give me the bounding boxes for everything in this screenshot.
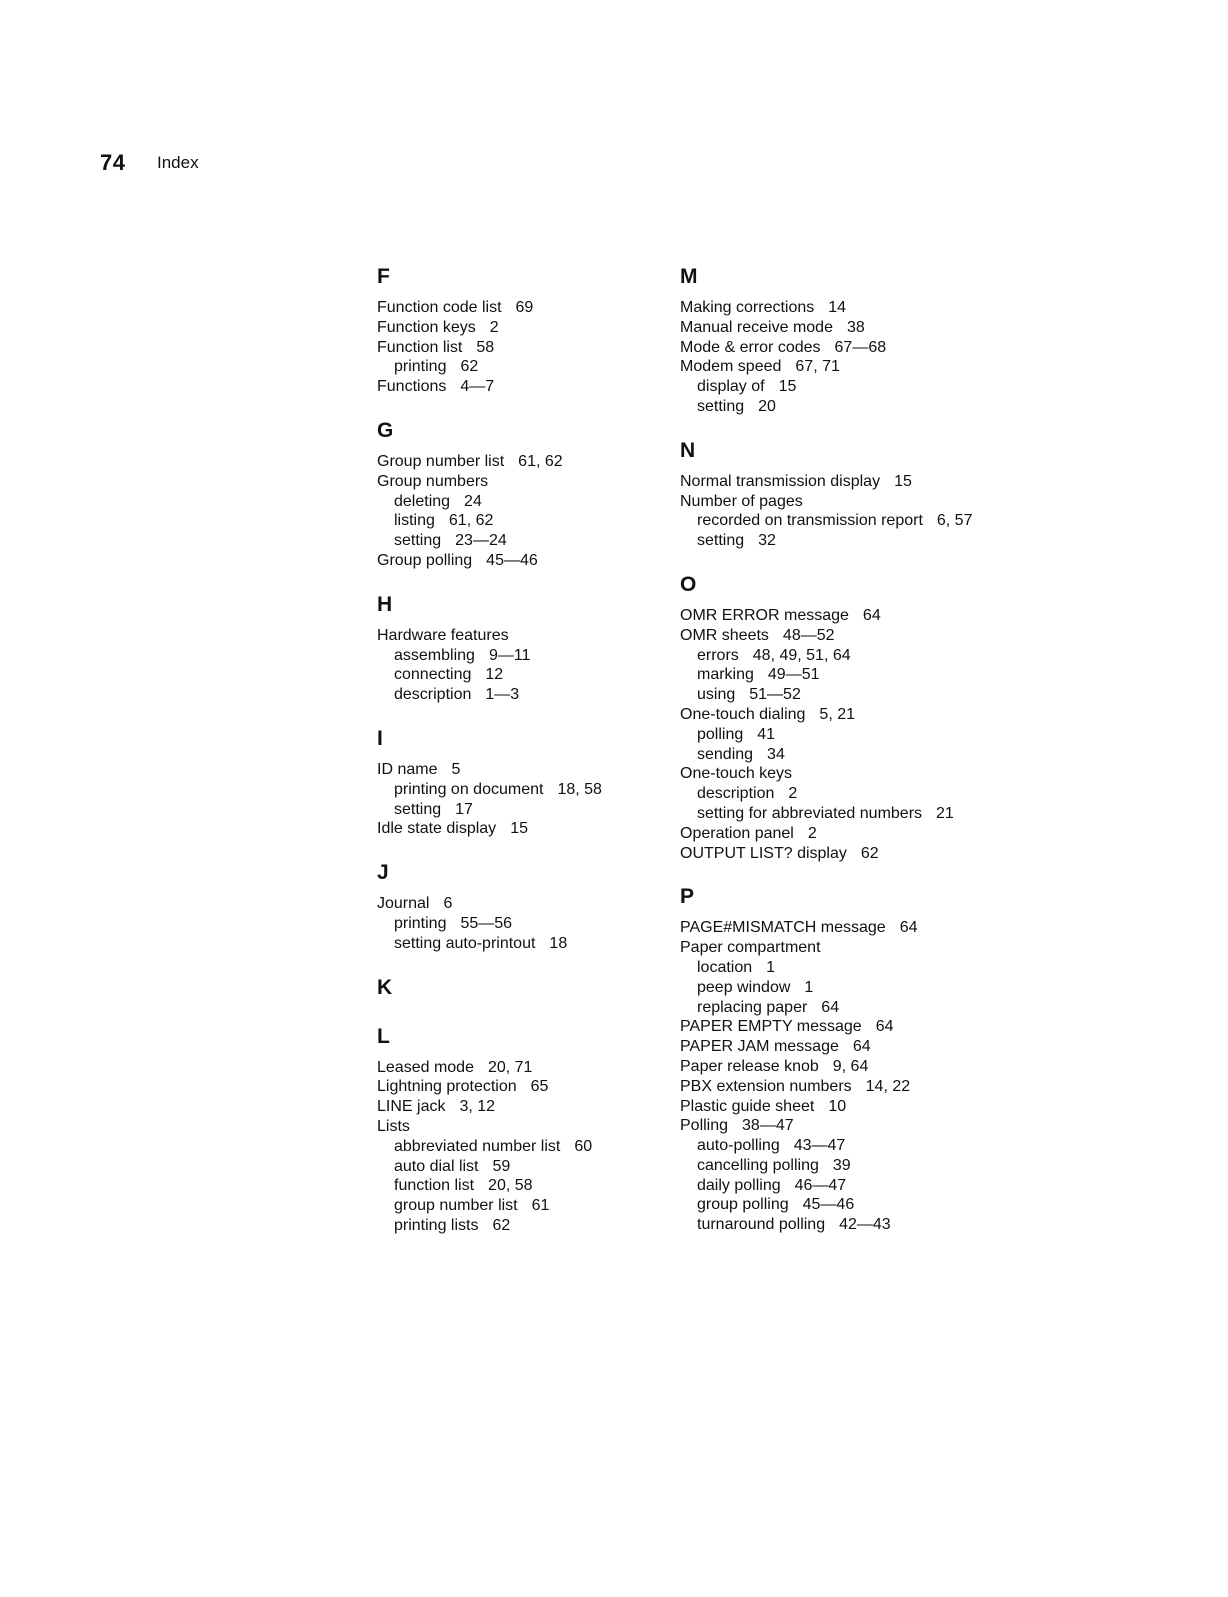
entry-term: Modem speed [680, 358, 782, 376]
section-letter: N [680, 438, 696, 462]
entry-pages: 1 [766, 958, 776, 976]
entry-pages: 6, 57 [936, 512, 973, 530]
index-entry [680, 1077, 1040, 1097]
index-subentry [680, 745, 1040, 765]
entry-pages: 64 [899, 919, 918, 937]
entry-term: description [697, 785, 775, 803]
entry-pages: 41 [757, 725, 776, 743]
index-subentry [680, 958, 1040, 978]
index-entry [680, 472, 1040, 492]
page-number: 74 [100, 150, 126, 175]
entry-pages: 64 [821, 998, 840, 1016]
entry-term: Number of pages [680, 492, 803, 510]
index-subentry [680, 1136, 1040, 1156]
entry-pages: 6 [443, 895, 453, 913]
index-entry [680, 1057, 1040, 1077]
entry-term: ID name [377, 760, 438, 778]
entry-term: Function list [377, 338, 463, 356]
entry-pages: 32 [758, 532, 776, 550]
index-subentry [680, 646, 1040, 666]
index-entry [680, 824, 1040, 844]
entry-term: printing on document [394, 780, 544, 798]
entry-pages: 34 [767, 745, 785, 763]
entry-term: OMR ERROR message [680, 606, 849, 624]
entry-pages: 38 [846, 318, 865, 336]
running-head: Index [157, 153, 199, 172]
section-letter: P [680, 885, 695, 909]
entry-term: setting for abbreviated numbers [697, 804, 923, 822]
entry-term: Making corrections [680, 299, 815, 316]
entry-pages: 48, 49, 51, 64 [752, 646, 851, 664]
index-subentry [680, 1195, 1040, 1215]
entry-term: auto dial list [394, 1157, 479, 1175]
entry-term: setting [394, 800, 442, 818]
entry-term: polling [697, 725, 744, 743]
index-entry [680, 626, 1040, 646]
entry-pages: 58 [476, 338, 495, 356]
index-entry [680, 318, 1040, 338]
index-subentry [680, 998, 1040, 1018]
index-subentry [680, 1176, 1040, 1196]
index-subentry [680, 1215, 1040, 1235]
entry-pages: 18, 58 [557, 780, 602, 798]
index-entry [680, 764, 1040, 784]
entry-pages: 1—3 [485, 686, 520, 704]
entry-pages: 9, 64 [832, 1057, 869, 1075]
entry-term: Lightning protection [377, 1078, 517, 1096]
entry-pages: 61, 62 [518, 452, 563, 470]
entry-term: sending [697, 745, 754, 763]
entry-term: Manual receive mode [680, 318, 833, 336]
entry-pages: 55—56 [460, 914, 513, 932]
entry-term: setting [394, 532, 442, 550]
entry-pages: 14, 22 [865, 1077, 911, 1095]
entry-term: setting [697, 397, 745, 415]
entry-term: Leased mode [377, 1058, 474, 1076]
entry-term: location [697, 958, 753, 976]
entry-term: One-touch dialing [680, 705, 806, 723]
index-entry [680, 1097, 1040, 1117]
entry-term: Plastic guide sheet [680, 1097, 815, 1115]
entry-term: PAPER EMPTY message [680, 1018, 862, 1036]
entry-term: Normal transmission display [680, 472, 881, 490]
entry-term: Function keys [377, 318, 476, 336]
entry-pages: 39 [832, 1156, 851, 1174]
entry-pages: 46—47 [794, 1176, 847, 1194]
entry-term: LINE jack [377, 1098, 446, 1116]
index-subentry [680, 531, 1040, 551]
entry-term: Hardware features [377, 626, 509, 644]
entry-pages: 9—11 [488, 646, 531, 664]
entry-term: Group polling [377, 551, 473, 569]
index-entry [680, 606, 1040, 626]
entry-term: PAPER JAM message [680, 1038, 839, 1056]
section-letter: F [377, 265, 390, 288]
entry-term: Paper compartment [680, 939, 821, 957]
entry-term: recorded on transmission report [697, 512, 923, 530]
index-entry [680, 705, 1040, 725]
index-subentry [680, 1156, 1040, 1176]
entry-term: Idle state display [377, 820, 497, 838]
entry-pages: 67, 71 [795, 358, 840, 376]
entry-term: PAGE#MISMATCH message [680, 919, 886, 937]
index-column-right [680, 262, 1040, 1254]
entry-term: Journal [377, 895, 430, 913]
entry-term: assembling [394, 646, 475, 664]
entry-pages: 38—47 [742, 1117, 794, 1135]
entry-pages: 10 [828, 1097, 847, 1115]
entry-term: function list [394, 1177, 475, 1195]
entry-pages: 64 [852, 1038, 871, 1056]
index-entry [680, 1116, 1040, 1136]
entry-term: Group numbers [377, 472, 489, 490]
entry-term: description [394, 686, 472, 704]
entry-term: Operation panel [680, 824, 794, 842]
index-subentry [680, 685, 1040, 705]
index-subentry [680, 804, 1040, 824]
entry-pages: 49—51 [767, 666, 820, 684]
entry-pages: 45—46 [802, 1196, 855, 1214]
entry-pages: 21 [936, 804, 954, 822]
index-entry [680, 492, 1040, 512]
index-entry [680, 298, 1040, 318]
entry-term: PBX extension numbers [680, 1077, 852, 1095]
entry-pages: 3, 12 [459, 1098, 496, 1116]
index-subentry [680, 784, 1040, 804]
entry-term: replacing paper [697, 998, 808, 1016]
section-letter: M [680, 265, 698, 288]
index-entry [680, 357, 1040, 377]
index-subentry [680, 511, 1040, 531]
entry-pages: 12 [485, 666, 504, 684]
index-section [680, 436, 1040, 551]
entry-pages: 64 [875, 1018, 894, 1036]
entry-term: cancelling polling [697, 1156, 819, 1174]
entry-pages: 20 [758, 397, 776, 415]
entry-term: marking [697, 666, 754, 684]
entry-term: Group number list [377, 452, 505, 470]
index-entry [680, 1017, 1040, 1037]
entry-term: printing [394, 358, 447, 376]
entry-term: connecting [394, 666, 472, 684]
entry-pages: 15 [510, 820, 528, 838]
section-letter: L [377, 1024, 390, 1048]
entry-term: auto-polling [697, 1137, 780, 1155]
index-subentry [680, 978, 1040, 998]
entry-term: Function code list [377, 299, 502, 316]
index-subentry [680, 725, 1040, 745]
entry-pages: 43—47 [793, 1137, 846, 1155]
entry-pages: 45—46 [486, 551, 538, 569]
entry-term: peep window [697, 978, 791, 996]
index-entry [680, 338, 1040, 358]
entry-term: turnaround polling [697, 1216, 826, 1234]
section-letter: H [377, 592, 393, 616]
entry-term: setting [697, 532, 745, 550]
entry-pages: 59 [492, 1157, 511, 1175]
entry-term: Polling [680, 1117, 729, 1135]
entry-pages: 69 [515, 299, 534, 316]
entry-pages: 17 [455, 800, 473, 818]
section-letter: G [377, 418, 394, 442]
index-entry [680, 844, 1040, 864]
index-section [680, 570, 1040, 863]
entry-term: Lists [377, 1117, 410, 1135]
entry-term: setting auto-printout [394, 934, 536, 952]
entry-term: OUTPUT LIST? display [680, 844, 847, 862]
entry-term: printing lists [394, 1216, 479, 1234]
entry-term: abbreviated number list [394, 1137, 561, 1155]
entry-term: Mode & error codes [680, 338, 821, 356]
entry-pages: 2 [489, 318, 499, 336]
entry-pages: 15 [894, 472, 912, 490]
index-entry [680, 938, 1040, 958]
index-subentry [680, 397, 1040, 417]
entry-term: OMR sheets [680, 626, 769, 644]
entry-pages: 5, 21 [819, 705, 856, 723]
index-entry [680, 918, 1040, 938]
index-section [680, 262, 1040, 417]
entry-pages: 24 [464, 492, 482, 510]
section-letter: O [680, 572, 697, 596]
entry-pages: 60 [574, 1137, 593, 1155]
entry-term: display of [697, 378, 765, 396]
section-letter: K [377, 975, 393, 999]
entry-pages: 51—52 [749, 686, 801, 704]
entry-pages: 5 [451, 760, 461, 778]
entry-pages: 42—43 [839, 1216, 891, 1234]
entry-pages: 20, 58 [488, 1177, 533, 1195]
entry-term: errors [697, 646, 739, 664]
entry-pages: 61 [531, 1197, 550, 1215]
entry-term: listing [394, 512, 435, 530]
index-section [680, 882, 1040, 1235]
entry-term: Paper release knob [680, 1057, 819, 1075]
entry-pages: 65 [530, 1078, 549, 1096]
entry-pages: 2 [788, 785, 798, 803]
entry-term: deleting [394, 492, 451, 510]
entry-pages: 64 [862, 606, 881, 624]
entry-pages: 18 [549, 934, 568, 952]
index-entry [680, 1037, 1040, 1057]
entry-pages: 1 [804, 978, 814, 996]
entry-term: using [697, 686, 736, 704]
entry-pages: 48—52 [782, 626, 835, 644]
entry-pages: 14 [828, 299, 847, 316]
index-subentry [680, 377, 1040, 397]
entry-pages: 62 [492, 1216, 511, 1234]
entry-pages: 61, 62 [448, 512, 494, 530]
section-letter: J [377, 861, 389, 885]
entry-pages: 23—24 [455, 532, 507, 550]
entry-term: Functions [377, 378, 447, 396]
entry-pages: 67—68 [834, 338, 887, 356]
index-subentry [680, 665, 1040, 685]
entry-term: daily polling [697, 1176, 781, 1194]
entry-term: One-touch keys [680, 765, 793, 783]
entry-pages: 62 [460, 358, 479, 376]
entry-term: group number list [394, 1197, 518, 1215]
entry-term: printing [394, 914, 447, 932]
entry-pages: 2 [807, 824, 817, 842]
entry-pages: 4—7 [460, 378, 495, 396]
entry-pages: 15 [778, 378, 797, 396]
entry-pages: 20, 71 [487, 1058, 533, 1076]
section-letter: I [377, 726, 383, 750]
entry-term: group polling [697, 1196, 789, 1214]
entry-pages: 62 [860, 844, 879, 862]
